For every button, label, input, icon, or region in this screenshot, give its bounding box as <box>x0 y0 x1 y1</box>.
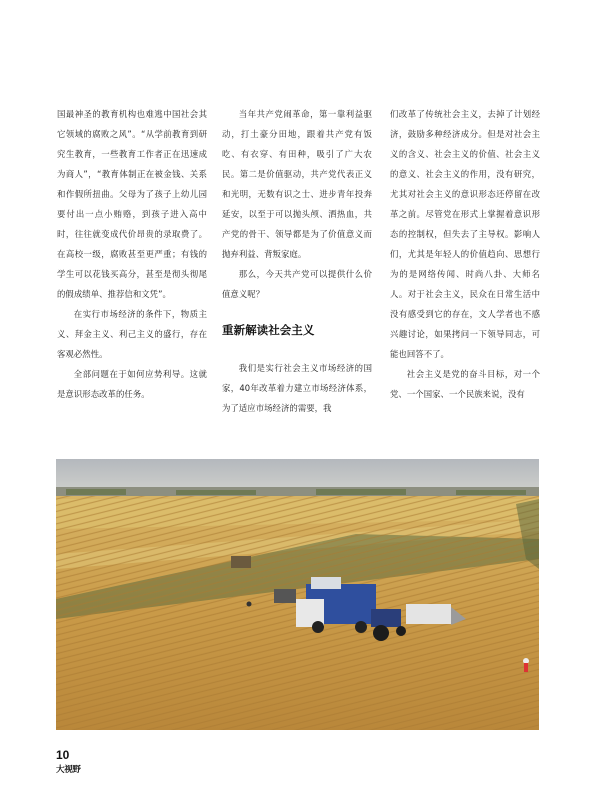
text-column-2 <box>222 104 372 418</box>
paragraph: 国最神圣的教育机构也难逃中国社会其它领域的腐败之风”。“从学前教育到研究生教育，一些教育工作者正在迅速成为商人”，“教育体制正在被金钱、关系和作假所扭曲。父母为了孩子上幼儿园要付出一点小贿赂，到孩子进入高中时，往往就变成代价昂贵的录取费了。在高校一级，腐败甚至更严重；有钱的学生可以花钱买高分，甚至是彻头彻尾的假成绩单、推荐信和文凭”。 <box>57 109 207 299</box>
section-heading: 重新解读社会主义 <box>222 323 315 337</box>
text-column-1 <box>57 104 207 404</box>
harvest-field-illustration <box>56 459 539 730</box>
paragraph: 在实行市场经济的条件下，物质主义、拜金主义、利己主义的盛行，存在客观必然性。 <box>57 309 207 359</box>
paragraph: 当年共产党闹革命，第一靠利益驱动，打土豪分田地，跟着共产党有饭吃、有衣穿、有田种，吸引了广大农民。第二是价值驱动，共产党代表正义和光明，无数有识之士、进步青年投奔延安，以至于可以抛头颅、洒热血，共产党的骨干、领导都是为了价值意义而抛弃利益、背叛家庭。 <box>222 109 372 259</box>
text-column-3 <box>390 104 540 404</box>
paragraph: 我们是实行社会主义市场经济的国家，40年改革着力建立市场经济体系，为了适应市场经济的需要，我 <box>222 363 372 413</box>
page-number: 10 <box>56 748 70 762</box>
paragraph: 社会主义是党的奋斗目标，对一个党、一个国家、一个民族来说，没有 <box>390 369 540 399</box>
magazine-logo: 大视野 <box>56 765 81 775</box>
paragraph: 那么，今天共产党可以提供什么价值意义呢？ <box>222 269 372 299</box>
harvest-field-photo <box>56 459 539 730</box>
paragraph: 们改革了传统社会主义，去掉了计划经济，鼓励多种经济成分。但是对社会主义的含义、社会主义的价值、社会主义的意义、社会主义的作用，没有研究，尤其对社会主义的意识形态还停留在改革之前。尽管党在形式上掌握着意识形态的控制权，但失去了主导权。影响人们，尤其是年轻人的价值趋向、思想行为的是网络传闻、时尚八卦、大师名人。对于社会主义，民众在日常生活中没有感受到它的存在，文人学者也不感兴趣讨论，如果拷问一下领导同志，可能也回答不了。 <box>390 109 540 359</box>
paragraph: 全部问题在于如何应势利导。这就是意识形态改革的任务。 <box>57 369 207 399</box>
